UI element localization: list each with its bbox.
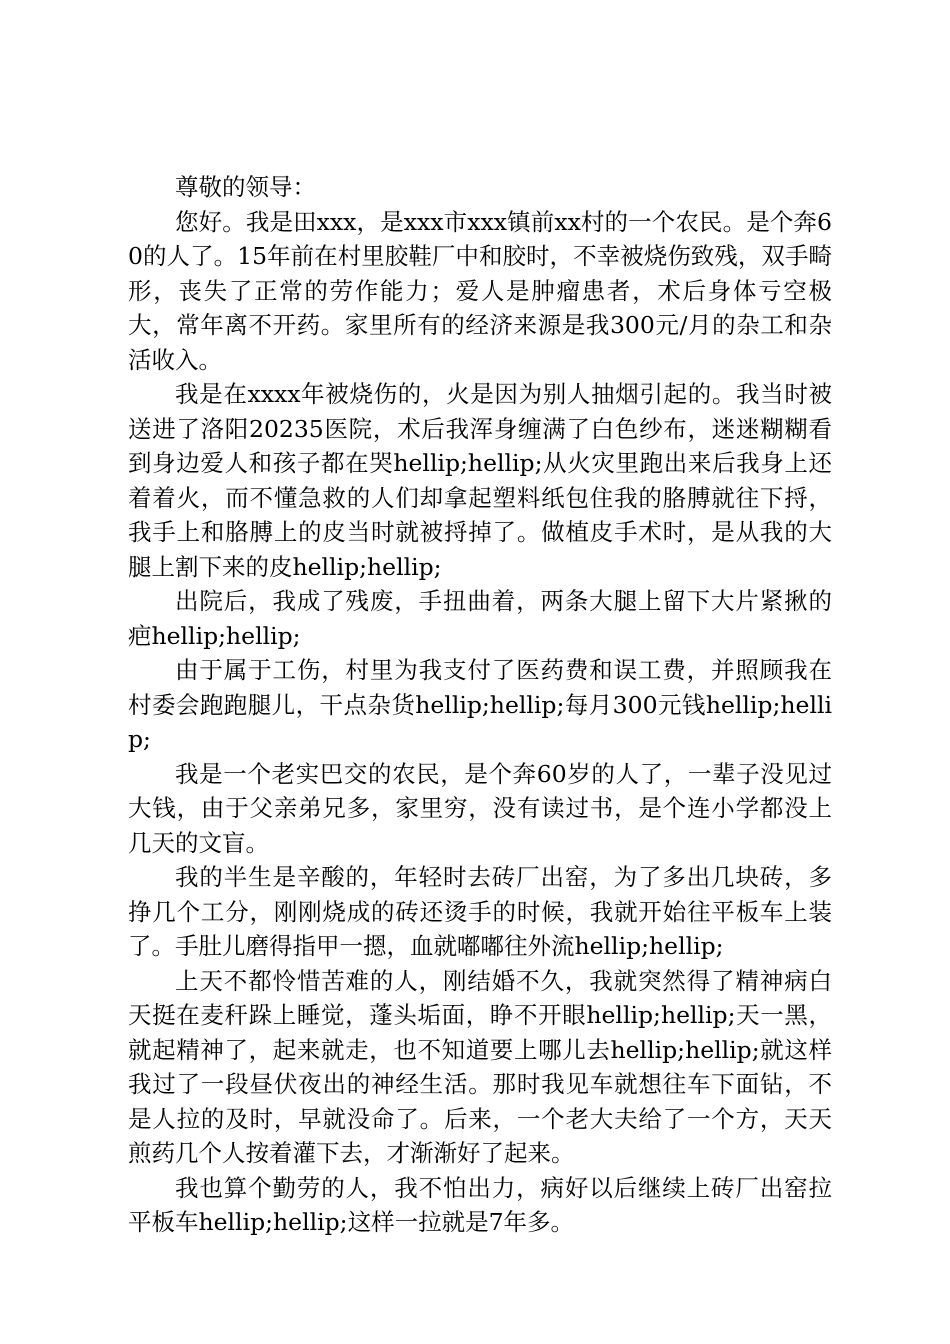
paragraph: 我是在xxxx年被烧伤的，火是因为别人抽烟引起的。我当时被送进了洛阳20235医院，术后我浑身缠满了白色纱布，迷迷糊糊看到身边爱人和孩子都在哭hellip;hellip;从火灾里跑出来后我身上还着着火，而不懂急救的人们却拿起塑料纸包住我的胳膊就往下捋，我手上和胳膊上的皮当时就被捋掉了。做植皮手术时，是从我的大腿上割下来的皮hellip;hellip; <box>128 380 832 581</box>
paragraph: 出院后，我成了残废，手扭曲着，两条大腿上留下大片紧揪的疤hellip;hellip; <box>128 587 832 650</box>
paragraph: 上天不都怜惜苦难的人，刚结婚不久，我就突然得了精神病白天挺在麦秆跺上睡觉，蓬头垢面，睁不开眼hellip;hellip;天一黑，就起精神了，起来就走，也不知道要上哪儿去hellip;hellip;就这样我过了一段昼伏夜出的神经生活。那时我见车就想往车下面钻，不是人拉的及时，早就没命了。后来，一个老大夫给了一个方，天天煎药几个人按着灌下去，才渐渐好了起来。 <box>128 966 832 1167</box>
paragraph: 我也算个勤劳的人，我不怕出力，病好以后继续上砖厂出窑拉平板车hellip;hellip;这样一拉就是7年多。 <box>128 1173 832 1236</box>
paragraph: 由于属于工伤，村里为我支付了医药费和误工费，并照顾我在村委会跑跑腿儿，干点杂货hellip;hellip;每月300元钱hellip;hellip; <box>128 656 832 753</box>
salutation: 尊敬的领导： <box>175 173 316 201</box>
paragraph: 我的半生是辛酸的，年轻时去砖厂出窑，为了多出几块砖，多挣几个工分，刚刚烧成的砖还烫手的时候，我就开始往平板车上装了。手肚儿磨得指甲一摁，血就嘟嘟往外流hellip;hellip; <box>128 863 832 960</box>
paragraph: 您好。我是田xxx，是xxx市xxx镇前xx村的一个农民。是个奔60的人了。15年前在村里胶鞋厂中和胶时，不幸被烧伤致残，双手畸形，丧失了正常的劳作能力；爱人是肿瘤患者，术后身体亏空极大，常年离不开药。家里所有的经济来源是我300元/月的杂工和杂活收入。 <box>128 207 832 374</box>
paragraph: 我是一个老实巴交的农民，是个奔60岁的人了，一辈子没见过大钱，由于父亲弟兄多，家里穷，没有读过书，是个连小学都没上几天的文盲。 <box>128 759 832 857</box>
letter-body <box>128 170 832 1240</box>
